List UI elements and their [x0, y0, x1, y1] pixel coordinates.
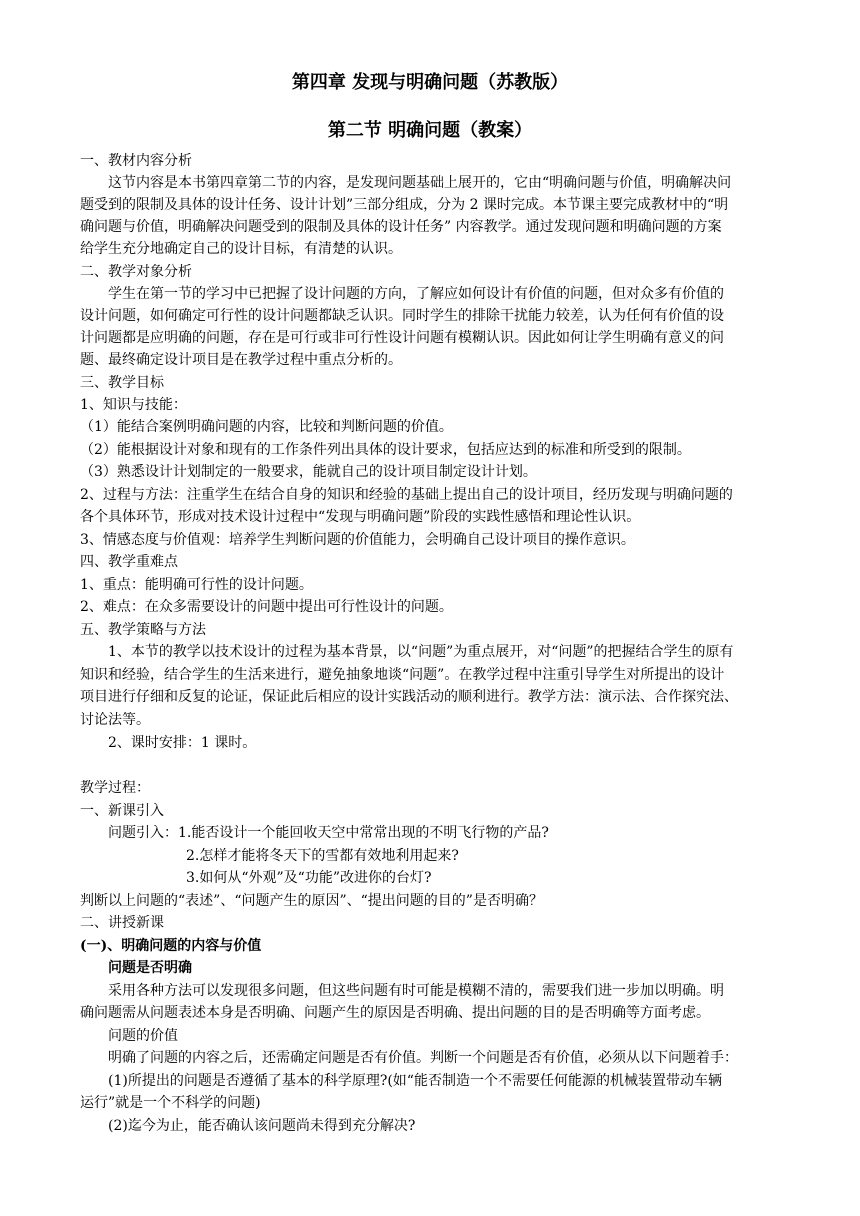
text-line: 计问题都是应明确的问题，存在是可行或非可行性设计问题有模糊认识。因此如何让学生明确有意义的问 [80, 330, 724, 346]
text-line: 题、最终确定设计项目是在教学过程中重点分析的。 [80, 352, 402, 368]
text-line: 2、难点：在众多需要设计的问题中提出可行性设计的问题。 [80, 599, 453, 615]
text-line: 各个具体环节，形成对技术设计过程中“发现与明确问题”阶段的实践性感悟和理论性认识。 [80, 509, 641, 525]
text-line: 学生在第一节的学习中已把握了设计问题的方向，了解应如何设计有价值的问题，但对众多有价值的 [108, 286, 724, 302]
text-line: 1、重点：能明确可行性的设计问题。 [80, 577, 313, 593]
text-line: 问题的价值 [108, 1028, 178, 1044]
text-line: 判断以上问题的“表述”、“问题产生的原因”、“提出问题的目的”是否明确？ [80, 893, 543, 909]
text-line: (1)所提出的问题是否遵循了基本的科学原理?(如“能否制造一个不需要任何能源的机械装置带动车辆 [108, 1073, 722, 1089]
text-line: 1、本节的教学以技术设计的过程为基本背景，以“问题”为重点展开，对“问题”的把握结合学生的原有 [108, 644, 734, 660]
text-line: 这节内容是本书第四章第二节的内容，是发现问题基础上展开的，它由“明确问题与价值，明确解决问 [108, 175, 732, 191]
text-line: 项目进行仔细和反复的论证，保证此后相应的设计实践活动的顺利进行。教学方法：演示法、合作探究法、 [80, 689, 738, 705]
text-line: 3、情感态度与价值观：培养学生判断问题的价值能力，会明确自己设计项目的操作意识。 [80, 532, 635, 548]
text-line: 设计问题，如何确定可行性的设计问题都缺乏认识。同时学生的排除干扰能力较差，认为任何有价值的设 [80, 308, 724, 324]
text-line: 2、过程与方法：注重学生在结合自身的知识和经验的基础上提出自己的设计项目，经历发现与明确问题的 [80, 487, 733, 503]
text-line: (2)迄今为止，能否确认该问题尚未得到充分解决? [108, 1118, 416, 1134]
text-line: 2、课时安排：1 课时。 [108, 735, 257, 751]
text-line: 3.如何从“外观”及“功能”改进你的台灯? [186, 870, 432, 886]
text-line: 五、教学策略与方法 [80, 622, 206, 638]
text-line: 问题是否明确 [108, 960, 192, 976]
text-line: 二、讲授新课 [80, 915, 164, 931]
text-line: 二、教学对象分析 [80, 264, 192, 280]
section-title: 第二节 明确问题（教案） [327, 120, 533, 141]
text-line: 给学生充分地确定自己的设计目标，有清楚的认识。 [80, 241, 402, 257]
text-line: 一、教材内容分析 [80, 153, 192, 169]
text-line: 讨论法等。 [80, 712, 150, 728]
text-line: 确问题需从问题表述本身是否明确、问题产生的原因是否明确、提出问题的目的是否明确等方面考虑。 [80, 1005, 710, 1021]
text-line: 确问题与价值，明确解决问题受到的限制及具体的设计任务” 内容教学。通过发现问题和明确问题的方案 [80, 219, 722, 235]
text-line: （3）熟悉设计计划制定的一般要求，能就自己的设计项目制定设计计划。 [80, 464, 537, 480]
text-line: (一)、明确问题的内容与价值 [80, 938, 262, 954]
text-line: （1）能结合案例明确问题的内容，比较和判断问题的价值。 [80, 419, 453, 435]
text-line: 明确了问题的内容之后，还需确定问题是否有价值。判断一个问题是否有价值，必须从以下问题着手： [108, 1050, 738, 1066]
text-line: 问题引入：1.能否设计一个能回收天空中常常出现的不明飞行物的产品? [108, 825, 549, 841]
text-line: 采用各种方法可以发现很多问题，但这些问题有时可能是模糊不清的，需要我们进一步加以明确。明 [108, 983, 724, 999]
text-line: 题受到的限制及具体的设计任务、设计计划”三部分组成，分为 2 课时完成。本节课主要完成教材中的“明 [80, 197, 729, 213]
text-line: 运行”就是一个不科学的问题) [80, 1095, 261, 1111]
text-line: 1、知识与技能： [80, 397, 187, 413]
text-line: 四、教学重难点 [80, 554, 178, 570]
text-line: 2.怎样才能将冬天下的雪都有效地利用起来? [186, 848, 459, 864]
text-line: （2）能根据设计对象和现有的工作条件列出具体的设计要求，包括应达到的标准和所受到的限制。 [80, 442, 691, 458]
text-line: 教学过程： [80, 780, 150, 796]
text-line: 一、新课引入 [80, 803, 164, 819]
chapter-title: 第四章 发现与明确问题（苏教版） [291, 72, 569, 93]
text-line: 知识和经验，结合学生的生活来进行，避免抽象地谈“问题”。在教学过程中注重引导学生对所提出的设计 [80, 667, 725, 683]
text-line: 三、教学目标 [80, 375, 164, 391]
